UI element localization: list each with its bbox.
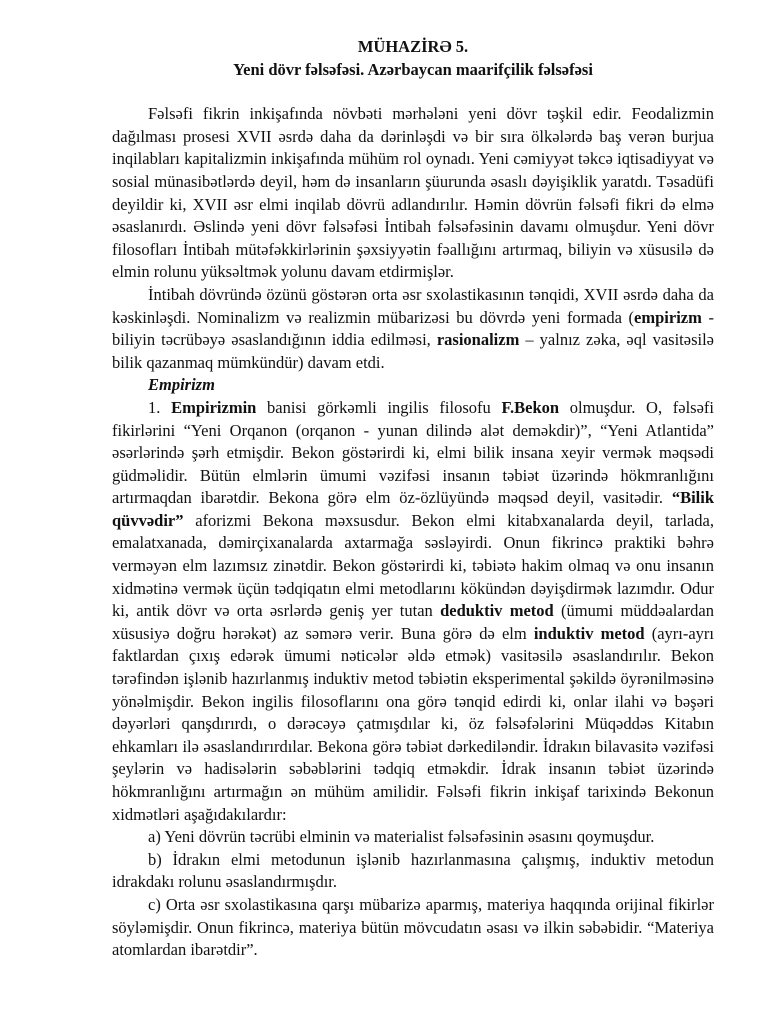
term-empirizmin: Empirizmin — [171, 397, 257, 417]
text-run: (ümumi müddəalardan xüsusiyə doğru hərəkət) az səmərə verir. Buna görə də elm — [112, 601, 714, 643]
list-item-a: a) Yeni dövrün təcrübi elminin və materialist fəlsəfəsinin əsasını qoymuşdur. — [148, 827, 655, 847]
lecture-header — [112, 36, 714, 81]
term-deduktiv-metod: deduktiv metod — [440, 601, 554, 621]
term-rasionalizm: rasionalizm — [436, 330, 520, 350]
term-bekon: F.Bekon — [501, 397, 560, 417]
text-run: olmuşdur. O, fəlsəfi fikirlərini “Yeni Orqanon (orqanon - yunan dilində alət deməkdir)”, “Yeni Atlantida” əsərlərində şərh etmişdir. Bekon göstərirdi ki, elmi bilik insana xeyir vermək məqsədi güdməlidir. Bütün elmlərin ümumi vəzifəsi insanın təbiət üzərində hökmranlığını artırmaqdan ibarətdir. Bekona görə elm öz-özlüyündə məqsəd deyil, vasitədir. — [112, 397, 715, 508]
list-item-c: c) Orta əsr sxolastikasına qarşı mübarizə aparmış, materiya haqqında orijinal fikirlər söyləmişdir. Onun fikrincə, materiya bütün mövcudatın əsası və ilkin səbəbidir. “Materiya atomlardan ibarətdir”. — [112, 894, 714, 960]
paragraph-bekon — [112, 397, 714, 826]
list-number: 1. — [148, 397, 172, 417]
text-run: aforizmi Bekona məxsusdur. Bekon elmi kitabxanalarda deyil, tarlada, emalatxanada, dəmirçixanalarda axtarmağa səsləyirdi. Onun fikrincə praktiki bəhrə verməyən elm lazımsız zinətdir. Bekon göstərirdi ki, təbiətə hakim olmaq və onu insanın xidmətinə vermək üçün tədqiqatın elmi metodlarını kökündən dəyişdirmək lazımdır. Odur ki, antik dövr və orta əsrlərdə geniş yer tutan — [112, 510, 714, 621]
text-run: - biliyin təcrübəyə əsaslandığının iddia edilməsi, — [112, 307, 714, 350]
lecture-subtitle: Yeni dövr fəlsəfəsi. Azərbaycan maarifçilik fəlsəfəsi — [233, 59, 593, 79]
list-item-b: b) İdrakın elmi metodunun işlənib hazırlanmasına çalışmış, induktiv metodun idrakdakı rolunu əsaslandırmışdır. — [112, 849, 714, 892]
term-bilik-quvvedir: “Bilik qüvvədir” — [112, 488, 714, 530]
term-induktiv-metod: induktiv metod — [533, 623, 645, 643]
text-run: – yalnız zəka, əql vasitəsilə bilik qazanmaq mümkündür) davam etdi. — [112, 330, 714, 372]
lecture-number: MÜHAZİRƏ 5. — [357, 37, 469, 56]
text-run: (ayrı-ayrı faktlardan çıxış edərək ümumi nəticələr əldə etmək) vasitəsilə əsaslandırılır. Bekon tərəfindən işlənib hazırlanmış induktiv metod təbiətin eksperimental şəkildə öyrənilməsinə yönəlmişdir. Bekon ingilis filosoflarını ona görə tənqid edirdi ki, onlar ilahi və bəşəri dəyərləri qanşdırırdı, o dərəcəyə çatmışdılar ki, öz fəlsəfələrini Müqəddəs Kitabın ehkamları ilə əsaslandırırdılar. Bekona görə təbiət dərkediləndir. İdrakın bilavasitə vəzifəsi şeylərin və hadisələrin səbəblərini tədqiq etməkdir. İdrak insanın təbiət üzərində hökmranlığını artırmağın ən mühüm amilidir. Fəlsəfi fikrin inkişaf tarixində Bekonun xidmətləri aşağıdakılardır: — [112, 623, 715, 824]
section-heading-empirizm: Empirizm — [148, 375, 215, 395]
text-run: banisi görkəmli ingilis filosofu — [256, 397, 502, 417]
paragraph-intro: Fəlsəfi fikrin inkişafında növbəti mərhələni yeni dövr təşkil edir. Feodalizmin dağılması prosesi XVII əsrdə daha da dərinləşdi və bir sıra ölkələrdə baş verən burjua inqilabları kapitalizmin inkişafında mühüm rol oynadı. Yeni cəmiyyət təkcə iqtisadiyyat və sosial münasibətlərdə deyil, həm də insanların şüurunda əsaslı dəyişiklik yaratdı. Təsadüfi deyildir ki, XVII əsr elmi inqilab dövrü adlandırılır. Həmin dövrün fəlsəfi fikri də elmə əsaslanırdı. Əslində yeni dövr fəlsəfəsi İntibah fəlsəfəsinin davamı olmuşdur. Yeni dövr filosofları İntibah mütəfəkkirlərinin şəxsiyyətin fəallığını artırmaq, biliyin və xüsusilə də elmin rolunu yüksəltmək yolunu davam etdirmişlər. — [112, 104, 714, 282]
term-empirizm: empirizm — [634, 307, 702, 327]
text-run: İntibah dövründə özünü göstərən orta əsr sxolastikasının tənqidi, XVII əsrdə daha da kəskinləşdi. Nominalizm və realizmin mübarizəsi bu dövrdə yeni formada ( — [112, 284, 714, 327]
paragraph-scholasticism — [112, 284, 714, 374]
document-page — [112, 36, 714, 962]
